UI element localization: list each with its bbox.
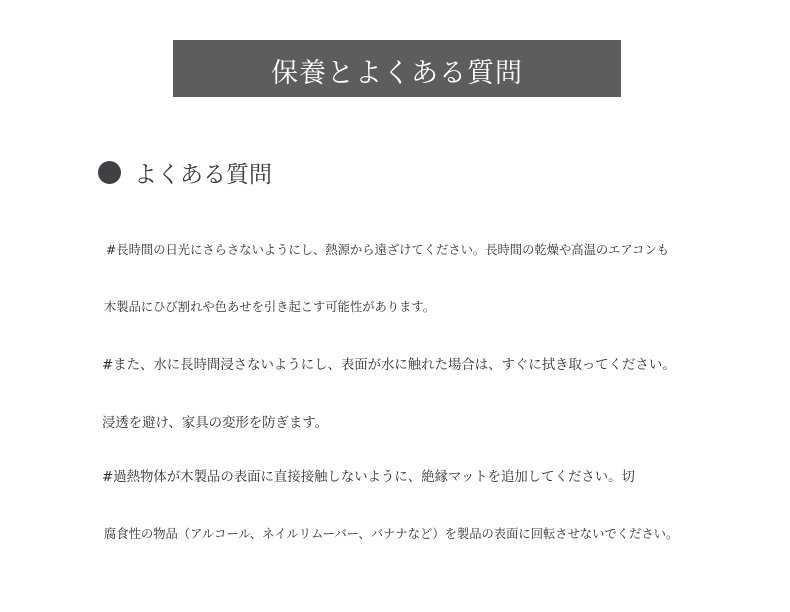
faq-line-1: #長時間の日光にさらさないようにし、熱源から遠ざけてください。長時間の乾燥や高温のエアコンも [106,243,670,257]
section-heading [98,156,272,189]
faq-line-4: 浸透を避け、家具の変形を防ぎます。 [102,416,329,431]
bullet-icon [98,161,121,184]
faq-line-3: #また、水に長時間浸さないようにし、表面が水に触れた場合は、すぐに拭き取ってください。 [102,358,676,373]
section-title: よくある質問 [134,162,272,188]
faq-line-5: #過熱物体が木製品の表面に直接接触しないように、絶縁マットを追加してください。切 [102,470,635,485]
faq-line-6: 腐食性の物品（アルコール、ネイルリムーバー、バナナなど）を製品の表面に回転させないでください。 [104,527,679,541]
title-banner [173,40,621,97]
faq-line-2: 木製品にひび割れや色あせを引き起こす可能性があります。 [104,300,436,314]
banner-title: 保養とよくある質問 [271,58,523,89]
